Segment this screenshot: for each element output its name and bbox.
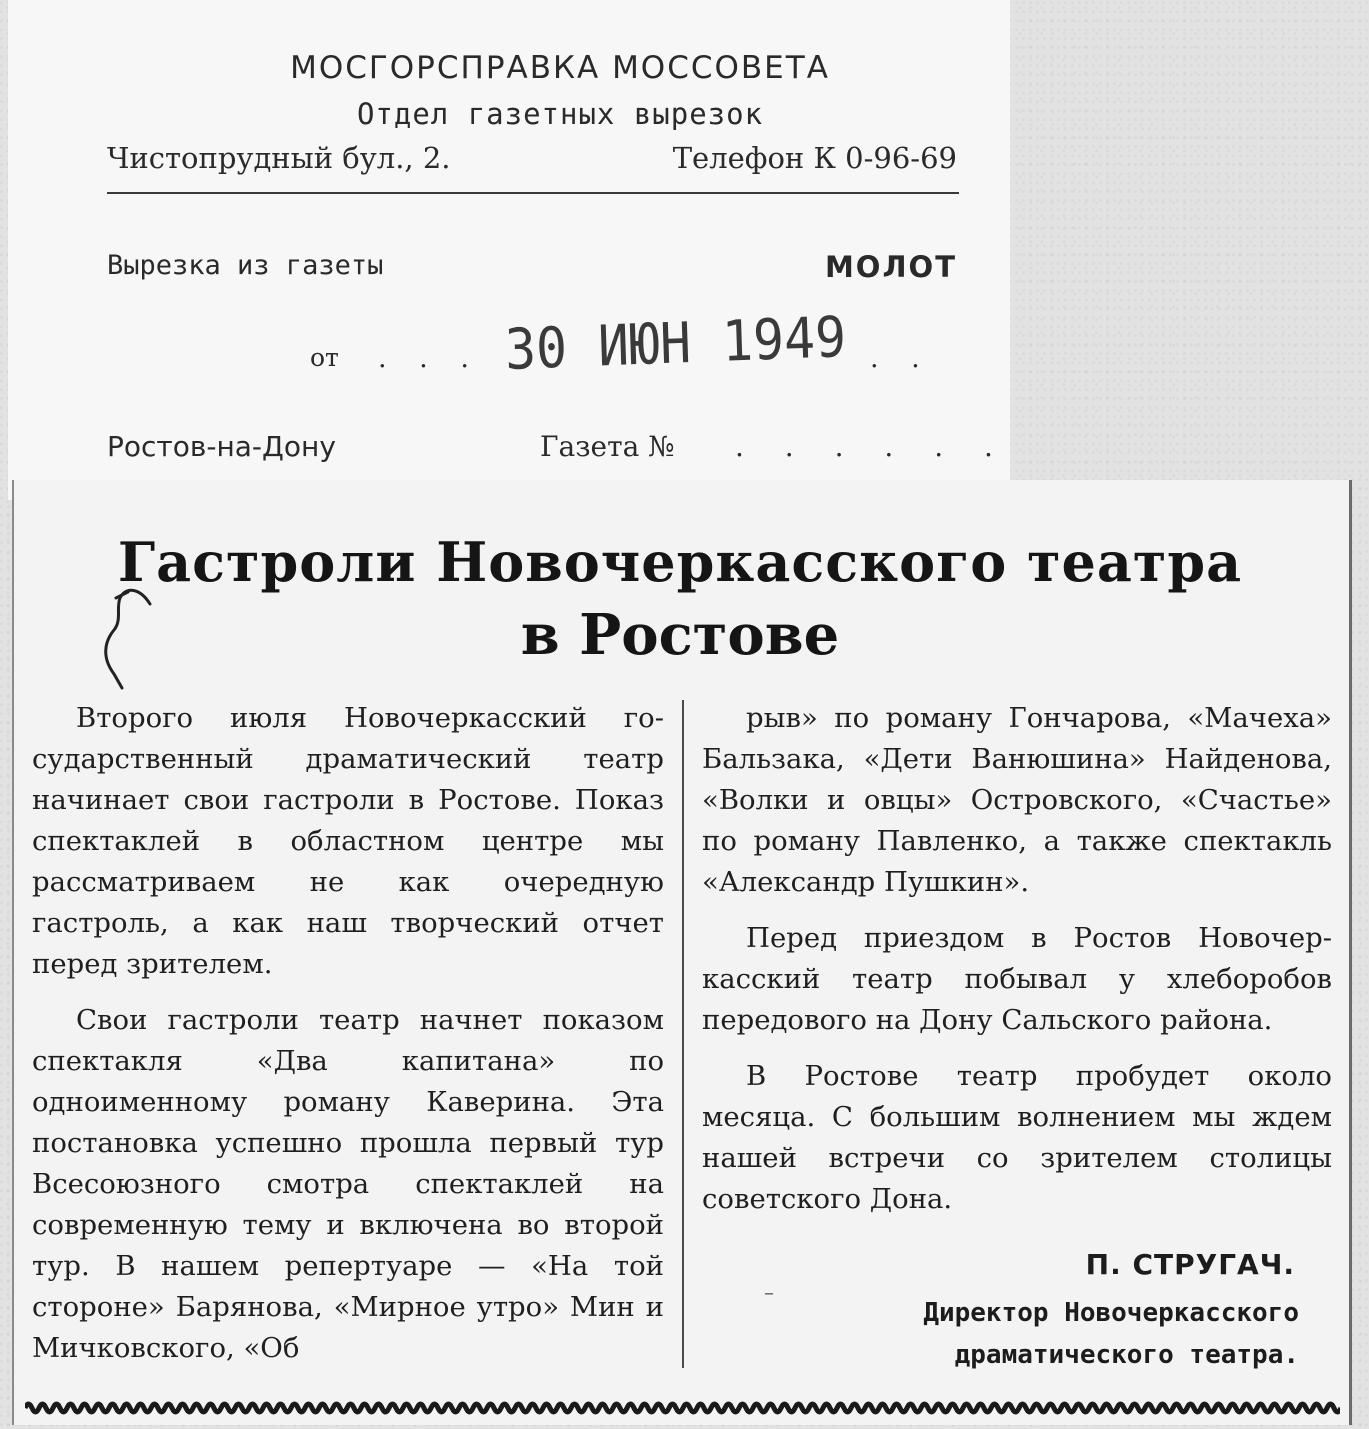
author-position (779, 1292, 1299, 1376)
header-divider (107, 192, 959, 194)
author-position-line1: Директор Новочеркасского (923, 1298, 1299, 1328)
bureau-title: МОСГОРСПРАВКА МОССОВЕТА (290, 50, 830, 86)
dash-mark: – (764, 1280, 774, 1304)
handwritten-mark-icon (92, 578, 162, 698)
article-paragraph: рыв» по роману Гончарова, «Мачеха» Бальзака, «Дети Ванюшина» Найденова, «Волки и овцы» Островского, «Счастье» по роману Павленко, а также спектакль «Александр Пушкин». (702, 702, 1332, 898)
article-column-right (702, 698, 1332, 1220)
bureau-phone: Телефон К 0-96-69 (672, 141, 957, 175)
article-column-left (32, 698, 664, 1369)
newspaper-name: МОЛОТ (824, 250, 957, 284)
author-signature: П. СТРУГАЧ. (1085, 1248, 1295, 1281)
article-paragraph: Перед приездом в Ростов Новочеркасский театр побывал у хлеборобов передового на Дону Сальского района. (702, 922, 1332, 1036)
city-label: Ростов-на-Дону (107, 430, 336, 463)
article-headline-line2: в Ростове (520, 602, 840, 668)
article-paragraph: В Ростове театр пробудет около месяца. С большим волнением мы ждем нашей встречи со зрителем столицы советского Дона. (702, 1060, 1332, 1215)
clip-source-label: Вырезка из газеты (107, 250, 384, 281)
bureau-department: Отдел газетных вырезок (356, 97, 764, 131)
date-dots: . . . (378, 343, 481, 374)
date-stamp: 30 ИЮН 1949 (503, 305, 848, 383)
date-dots-after: . . (870, 343, 932, 374)
article-paragraph: Свои гастроли театр начнет показом спектакля «Два капитана» по одноименному роману Каверина. Эта постановка успешно прошла первый тур Всесоюзного смотра спектаклей на современную тему и включена во второй тур. В нашем репертуаре — «На той стороне» Барянова, «Мирное утро» Мин и Мичковского, «Об (32, 1004, 664, 1364)
wavy-border-icon (25, 1395, 1340, 1421)
bureau-address: Чистопрудный бул., 2. (107, 141, 451, 175)
article-headline: Гастроли Новочеркасского театра (117, 530, 1243, 594)
column-divider (682, 700, 684, 1368)
issue-number-dots: . . . . . . (735, 430, 1009, 463)
article-paragraph: Второго июля Новочеркасский государственный драматический театр начинает свои гастроли в Ростове. Показ спектаклей в областном центре мы рассматриваем не как очередную гастроль, а как наш творческий отчет перед зрителем. (32, 702, 664, 980)
author-position-line2: драматического театра. (954, 1340, 1299, 1370)
issue-number-label: Газета № (540, 430, 675, 463)
date-prefix: от (310, 343, 339, 372)
